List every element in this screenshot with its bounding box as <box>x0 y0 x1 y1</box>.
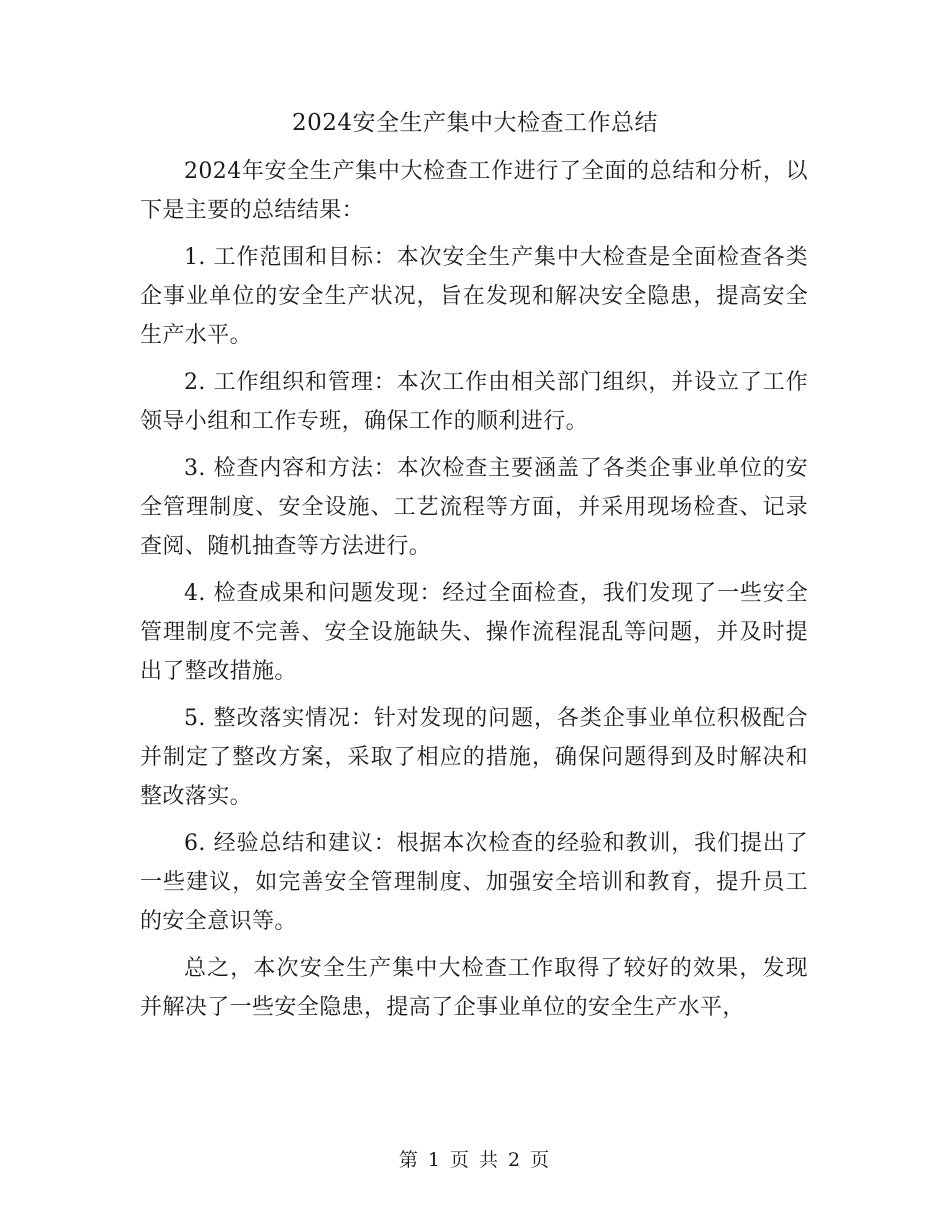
paragraph-item-6: 6. 经验总结和建议：根据本次检查的经验和教训，我们提出了一些建议，如完善安全管理制度、加强安全培训和教育，提升员工的安全意识等。 <box>140 831 808 934</box>
paragraph-item-3: 3. 检查内容和方法：本次检查主要涵盖了各类企事业单位的安全管理制度、安全设施、工艺流程等方面，并采用现场检查、记录查阅、随机抽查等方法进行。 <box>140 456 808 559</box>
document-title: 2024安全生产集中大检查工作总结 <box>291 110 659 136</box>
paragraph-conclusion: 总之，本次安全生产集中大检查工作取得了较好的效果，发现并解决了一些安全隐患，提高了企事业单位的安全生产水平， <box>140 956 808 1020</box>
paragraph-item-5: 5. 整改落实情况：针对发现的问题，各类企事业单位积极配合并制定了整改方案，采取了相应的措施，确保问题得到及时解决和整改落实。 <box>140 706 808 809</box>
paragraph-item-1: 1. 工作范围和目标：本次安全生产集中大检查是全面检查各类企事业单位的安全生产状况，旨在发现和解决安全隐患，提高安全生产水平。 <box>140 245 808 348</box>
document-body <box>140 152 808 1035</box>
paragraph-intro: 2024年安全生产集中大检查工作进行了全面的总结和分析，以下是主要的总结结果： <box>140 159 808 223</box>
paragraph-item-4: 4. 检查成果和问题发现：经过全面检查，我们发现了一些安全管理制度不完善、安全设施缺失、操作流程混乱等问题，并及时提出了整改措施。 <box>140 581 808 684</box>
page-number-footer: 第 1 页 共 2 页 <box>398 1149 552 1171</box>
paragraph-item-2: 2. 工作组织和管理：本次工作由相关部门组织，并设立了工作领导小组和工作专班，确保工作的顺利进行。 <box>140 370 808 434</box>
